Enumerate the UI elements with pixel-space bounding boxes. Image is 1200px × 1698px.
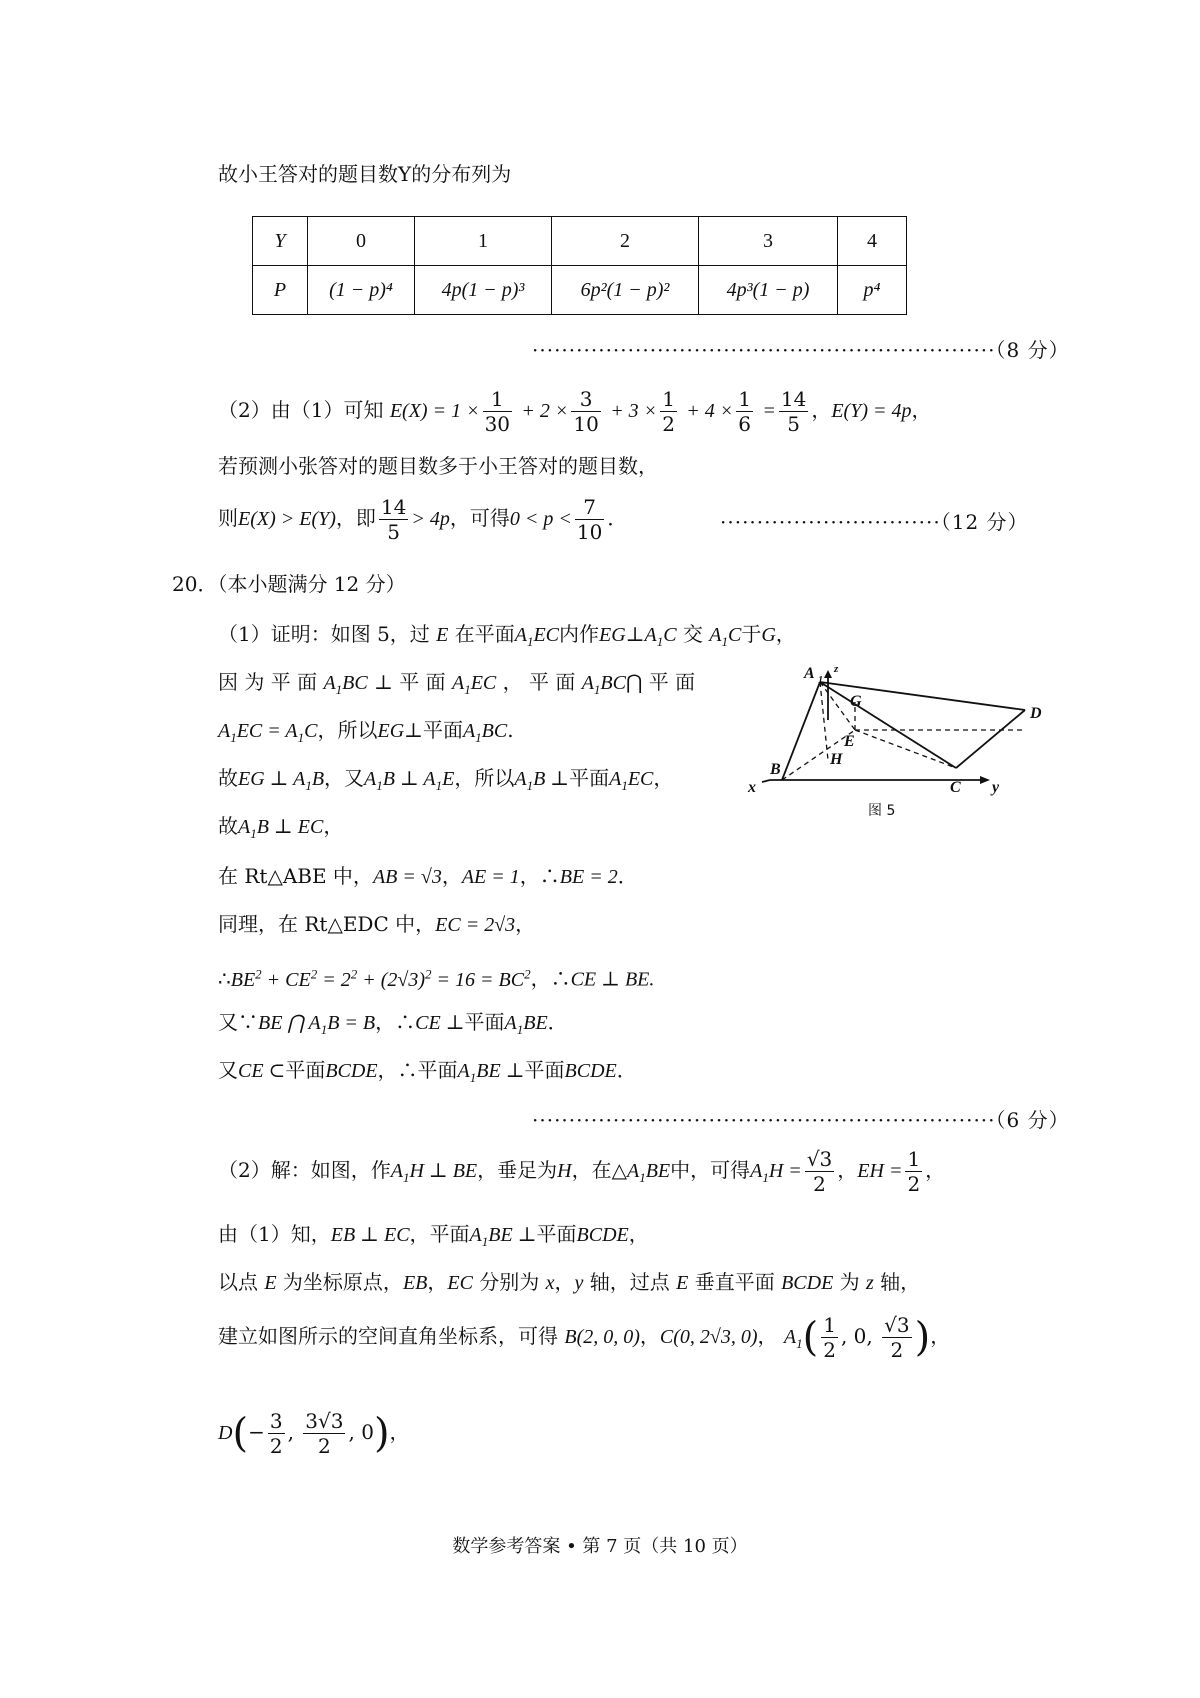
solution-line-1: （2）解：如图，作$A_1H$ ⊥ BE，垂足为H，在$\triangle A_1BE$中，可得$A_1H$ = $\frac{√3}{2}$ ，EH = $\frac{1}{2}$ ， — [218, 1147, 946, 1196]
prediction-text: 若预测小张答对的题目数多于小王答对的题目数， — [218, 454, 658, 478]
proof-line-4: 故EG ⊥ $A_1B$，又$A_1B$ ⊥ $A_1E$，所以$A_1B$ ⊥平面$A_1EC$， — [218, 766, 674, 793]
distribution-table — [252, 216, 907, 315]
figure-5-caption: 图 5 — [868, 803, 896, 819]
table-row — [253, 266, 907, 315]
proof-line-10: 又CE ⊂平面BCDE，∴平面$A_1BE$ ⊥平面BCDE． — [218, 1058, 637, 1085]
page-footer: 数学参考答案 • 第 7 页（共 10 页） — [452, 1536, 748, 1557]
label-x: x — [748, 779, 756, 796]
table-cell: (1 − p)⁴ — [308, 266, 415, 315]
table-cell: 0 — [308, 217, 415, 266]
solution-line-3: 以点 E 为坐标原点，EB，EC 分别为 x，y 轴，过点 E 垂直平面 BCDE 为 z 轴， — [218, 1270, 921, 1294]
table-cell: P — [253, 266, 308, 315]
expectation-line: （2）由（1）可知 E(X) = 1 × $\frac{1}{30}$ + 2 × $\frac{3}{10}$ + 3 × $\frac{1}{2}$ + 4 × $\frac{1}{6}$ = $\frac{14}{5}$ ，E(Y) = 4p， — [218, 387, 932, 436]
solution-line-5: D(− $\frac{3}{2}$ , $\frac{3√3}{2}$ , 0)， — [218, 1409, 410, 1458]
score-leader-6: ·······························································（6 分） — [532, 1108, 1070, 1132]
label-z: z — [834, 663, 839, 675]
table-row — [253, 217, 907, 266]
label-d: D — [1030, 705, 1042, 722]
score-leader-8: ·······························································（8 分） — [532, 338, 1070, 362]
proof-line-8: $\therefore BE^2 + CE^2 = 2^2 + (2√3)^2 = 16 = BC^2$，∴CE ⊥ BE. — [218, 966, 655, 991]
solution-line-4: 建立如图所示的空间直角坐标系，可得 B(2, 0, 0)，C(0, 2√3, 0)， $A_1$( $\frac{1}{2}$ , 0, $\frac{√3}{2}$ )， — [218, 1313, 951, 1362]
proof-line-2: 因 为 平 面 $A_1BC$ ⊥ 平 面 $A_1EC$ ， 平 面 $A_1BC⋂$ 平 面 — [218, 670, 696, 697]
table-cell: 2 — [552, 217, 699, 266]
label-e: E — [844, 733, 855, 750]
label-a: A — [804, 665, 815, 682]
label-sub-1: 1 — [818, 675, 823, 686]
table-cell: 4 — [838, 217, 907, 266]
question-20-title: 20．（本小题满分 12 分） — [172, 572, 406, 596]
table-cell: 4p(1 − p)³ — [415, 266, 552, 315]
label-y: y — [992, 779, 1000, 796]
proof-line-3: $A_1EC = A_1C$，所以EG⊥平面$A_1BC$. — [218, 718, 514, 745]
inequality-line: 则E(X) > E(Y)，即 $\frac{14}{5}$ > 4p，可得0 < p < $\frac{7}{10}$ ． — [218, 495, 628, 544]
proof-line-6: 在 Rt△ABE 中，AB = √3，AE = 1，∴BE = 2． — [218, 864, 638, 888]
figure-5-diagram — [740, 650, 1070, 820]
proof-line-5: 故$A_1B$ ⊥ EC， — [218, 814, 344, 841]
label-c: C — [950, 779, 961, 796]
score-leader-12: ······························（12 分） — [720, 510, 1029, 534]
table-cell: 1 — [415, 217, 552, 266]
table-cell: 4p³(1 − p) — [699, 266, 838, 315]
proof-line-1: （1）证明：如图 5，过 E 在平面$A_1EC$内作$EG\perp A_1C$ 交 $A_1C$于G， — [218, 622, 796, 649]
proof-line-7: 同理，在 Rt△EDC 中，EC = 2√3， — [218, 912, 536, 936]
label-h: H — [830, 751, 843, 768]
table-cell: Y — [253, 217, 308, 266]
table-cell: 3 — [699, 217, 838, 266]
table-cell: 6p²(1 − p)² — [552, 266, 699, 315]
table-cell: p⁴ — [838, 266, 907, 315]
proof-line-9: 又∵BE ⋂ $A_1B = B$，∴CE ⊥平面$A_1BE$． — [218, 1010, 568, 1037]
solution-line-2: 由（1）知，EB ⊥ EC，平面$A_1BE$ ⊥平面BCDE， — [218, 1222, 649, 1249]
label-g: G — [850, 693, 862, 710]
label-b: B — [770, 761, 781, 778]
intro-text: 故小王答对的题目数Y的分布列为 — [218, 162, 512, 186]
